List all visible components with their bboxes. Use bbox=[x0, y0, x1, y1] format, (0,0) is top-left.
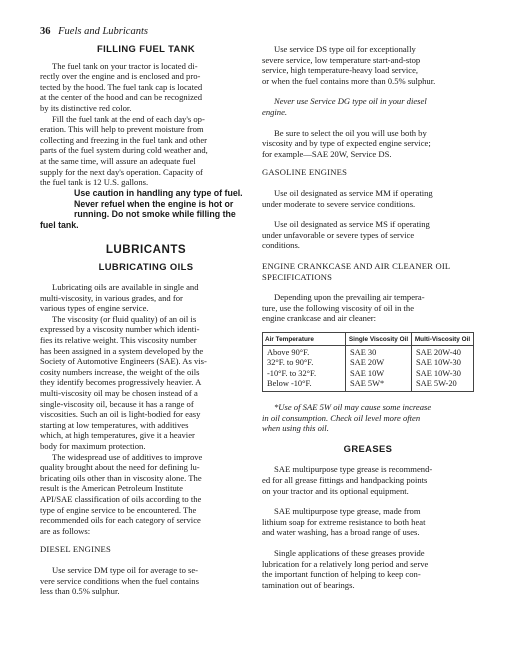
text-line: starting at low temperatures, with additives bbox=[40, 419, 189, 430]
oils-paragraph-2 bbox=[40, 314, 252, 452]
cell-multi: SAE 20W-40 bbox=[412, 346, 474, 359]
text-line: collecting and freezing in the fuel tank and other bbox=[40, 134, 208, 145]
dg-warning-note bbox=[262, 96, 474, 117]
text-line: SPECIFICATIONS bbox=[262, 271, 333, 282]
text-line: conditions. bbox=[262, 240, 300, 251]
text-line: multi-viscosity, in various grades, and for bbox=[40, 292, 183, 303]
text-line: viscosity and by type of expected engine service; bbox=[262, 138, 431, 149]
gasoline-paragraph-mm bbox=[262, 188, 474, 209]
text-line: viscosities. Such an oil is light-bodied for easy bbox=[40, 409, 201, 420]
text-line: multi-viscosity oil may be chosen instead of a bbox=[40, 388, 198, 399]
cell-single: SAE 10W bbox=[346, 369, 412, 379]
cell-multi: SAE 5W-20 bbox=[412, 379, 474, 392]
text-line: at the same time, will assure an adequate fuel bbox=[40, 155, 196, 166]
text-line: when using this oil. bbox=[262, 423, 329, 434]
text-line: has been assigned in a system developed by the bbox=[40, 345, 204, 356]
text-line: The viscosity (or fluid quality) of an oil is bbox=[52, 313, 197, 324]
diesel-paragraph-ds bbox=[262, 44, 474, 86]
text-line: on your tractor and its optional equipment. bbox=[262, 485, 409, 496]
text-line: tected by the hood. The fuel tank cap is located bbox=[40, 81, 203, 92]
text-line: The fuel tank on your tractor is located di- bbox=[52, 60, 198, 71]
text-line: Single applications of these greases provide bbox=[274, 548, 425, 559]
grease-paragraph-3 bbox=[262, 548, 474, 590]
text-line: severe service, low temperature start-and-stop bbox=[262, 54, 421, 65]
text-line: which, at high temperatures, give it a heavier bbox=[40, 430, 195, 441]
text-line: and water washing, has a broad range of uses. bbox=[262, 527, 420, 538]
cell-single: SAE 30 bbox=[346, 346, 412, 359]
table-row bbox=[263, 369, 474, 379]
text-line: fies its relative weight. This viscosity number bbox=[40, 335, 197, 346]
text-line: by its distinctive red color. bbox=[40, 102, 132, 113]
cell-multi: SAE 10W-30 bbox=[412, 369, 474, 379]
text-line: Use service DM type oil for average to se- bbox=[52, 564, 199, 575]
text-line: under moderate to severe service conditions. bbox=[262, 198, 416, 209]
text-line: or when the fuel contains more than 0.5% sulphur. bbox=[262, 75, 436, 86]
subheading-crankcase-specifications bbox=[262, 261, 474, 282]
text-line: quality brought about the need for defining lu- bbox=[40, 462, 200, 473]
oils-paragraph-1 bbox=[40, 282, 252, 314]
text-line: at the center of the hood and can be recognized bbox=[40, 92, 203, 103]
table-row bbox=[263, 379, 474, 392]
text-line: in oil consumption. Check oil level more often bbox=[262, 412, 421, 423]
right-column bbox=[262, 44, 474, 590]
header-air-temperature: Air Temperature bbox=[263, 332, 346, 345]
text-line: parts of the fuel system during cold weather and, bbox=[40, 145, 208, 156]
text-line: engine crankcase and air cleaner: bbox=[262, 313, 377, 324]
text-line: type of engine service to be encountered. The bbox=[40, 504, 197, 515]
text-line: single-viscosity oil, because it has a range of bbox=[40, 398, 194, 409]
text-line: *Use of SAE 5W oil may cause some increase bbox=[274, 402, 432, 413]
text-line: Society of Automotive Engineers (SAE). As vis- bbox=[40, 356, 207, 367]
cell-multi: SAE 10W-30 bbox=[412, 358, 474, 368]
oils-paragraph-3 bbox=[40, 452, 252, 537]
fuel-tank-paragraph-1 bbox=[40, 61, 252, 114]
text-line: Never refuel when the engine is hot or bbox=[74, 198, 234, 209]
text-line: Use caution in handling any type of fuel. bbox=[74, 187, 243, 198]
text-line: fuel tank. bbox=[40, 220, 79, 231]
text-line: under unfavorable or severe types of service bbox=[262, 229, 415, 240]
text-line: ed for all grease fittings and handpacking points bbox=[262, 475, 428, 486]
page-header bbox=[40, 26, 148, 37]
text-line: Use oil designated as service MM if operating bbox=[274, 187, 433, 198]
text-line: expressed by a viscosity number which identi- bbox=[40, 324, 200, 335]
text-line: the fuel tank is 12 U.S. gallons. bbox=[40, 177, 149, 188]
text-line: they identify becomes progressively heavier. A bbox=[40, 377, 202, 388]
fuel-tank-paragraph-2 bbox=[40, 114, 252, 188]
text-line: ENGINE CRANKCASE AND AIR CLEANER OIL bbox=[262, 260, 451, 271]
subheading-diesel-engines: DIESEL ENGINES bbox=[40, 544, 111, 555]
cell-temperature: -10°F. to 32°F. bbox=[263, 369, 346, 379]
text-line: tamination out of bearings. bbox=[262, 579, 355, 590]
text-line: The widespread use of additives to improve bbox=[52, 451, 203, 462]
text-line: SAE multipurpose type grease, made from bbox=[274, 506, 421, 517]
text-line: body for maximum protection. bbox=[40, 441, 146, 451]
select-oil-paragraph bbox=[262, 128, 474, 160]
text-line: SAE multipurpose type grease is recommend- bbox=[274, 464, 433, 475]
text-line: supply for the next day's operation. Capacity of bbox=[40, 166, 203, 177]
diesel-paragraph-dm bbox=[40, 565, 252, 597]
text-line: Never use Service DG type oil in your diesel bbox=[274, 96, 427, 107]
running-title: Fuels and Lubricants bbox=[58, 26, 148, 37]
section-heading-filling-fuel-tank: FILLING FUEL TANK bbox=[96, 43, 196, 54]
page-number: 36 bbox=[40, 26, 51, 37]
text-line: running. Do not smoke while filling the bbox=[74, 209, 236, 220]
viscosity-table bbox=[262, 332, 474, 392]
text-line: eration. This will help to prevent moisture from bbox=[40, 124, 204, 135]
text-line: less than 0.5% sulphur. bbox=[40, 586, 120, 597]
text-line: Lubricating oils are available in single and bbox=[52, 282, 199, 293]
crankcase-paragraph bbox=[262, 292, 474, 324]
header-single-viscosity: Single Viscosity Oil bbox=[346, 332, 412, 345]
text-line: recommended oils for each category of service bbox=[40, 515, 201, 526]
cell-single: SAE 5W* bbox=[346, 379, 412, 392]
caution-note bbox=[40, 188, 252, 231]
subheading-lubricating-oils: LUBRICATING OILS bbox=[98, 260, 194, 272]
header-multi-viscosity: Multi-Viscosity Oil bbox=[412, 332, 474, 345]
cell-single: SAE 20W bbox=[346, 358, 412, 368]
text-line: vere service conditions when the fuel contains bbox=[40, 575, 199, 586]
text-line: various types of engine service. bbox=[40, 303, 149, 314]
text-line: lithium soap for extreme resistance to both heat bbox=[262, 516, 426, 527]
text-line: bricating oils other than in viscosity alone. The bbox=[40, 472, 202, 483]
text-line: engine. bbox=[262, 106, 288, 117]
text-line: lubrication for a relatively long period and serve bbox=[262, 558, 429, 569]
text-line: Use service DS type oil for exceptionally bbox=[274, 44, 416, 54]
text-line: API/SAE classification of oils according to the bbox=[40, 493, 202, 504]
cell-temperature: Below -10°F. bbox=[263, 379, 346, 392]
section-heading-greases: GREASES bbox=[343, 442, 393, 454]
text-line: are as follows: bbox=[40, 525, 91, 536]
table-row bbox=[263, 346, 474, 359]
cell-temperature: Above 90°F. bbox=[263, 346, 346, 359]
text-line: Fill the fuel tank at the end of each day's op- bbox=[52, 113, 205, 124]
text-line: cosity numbers increase, the weight of the oils bbox=[40, 366, 200, 377]
gasoline-paragraph-ms bbox=[262, 219, 474, 251]
left-column bbox=[40, 44, 252, 597]
cell-temperature: 32°F. to 90°F. bbox=[263, 358, 346, 368]
table-row bbox=[263, 358, 474, 368]
section-heading-lubricants: LUBRICANTS bbox=[105, 242, 187, 256]
text-line: for example—SAE 20W, Service DS. bbox=[262, 148, 392, 159]
grease-paragraph-2 bbox=[262, 506, 474, 538]
text-line: service, high temperature-heavy load service, bbox=[262, 65, 419, 76]
text-line: Depending upon the prevailing air tempera- bbox=[274, 292, 425, 303]
grease-paragraph-1 bbox=[262, 464, 474, 496]
text-line: ture, use the following viscosity of oil in the bbox=[262, 302, 415, 313]
table-footnote bbox=[262, 402, 474, 434]
text-line: the important function of helping to keep con- bbox=[262, 569, 421, 580]
text-line: Be sure to select the oil you will use both by bbox=[274, 127, 427, 138]
viscosity-table-header bbox=[263, 332, 474, 345]
subheading-gasoline-engines: GASOLINE ENGINES bbox=[262, 167, 348, 178]
text-line: rectly over the engine and is enclosed and pro- bbox=[40, 71, 201, 82]
text-line: Use oil designated as service MS if operating bbox=[274, 219, 430, 230]
text-line: result is the American Petroleum Institute bbox=[40, 483, 183, 494]
